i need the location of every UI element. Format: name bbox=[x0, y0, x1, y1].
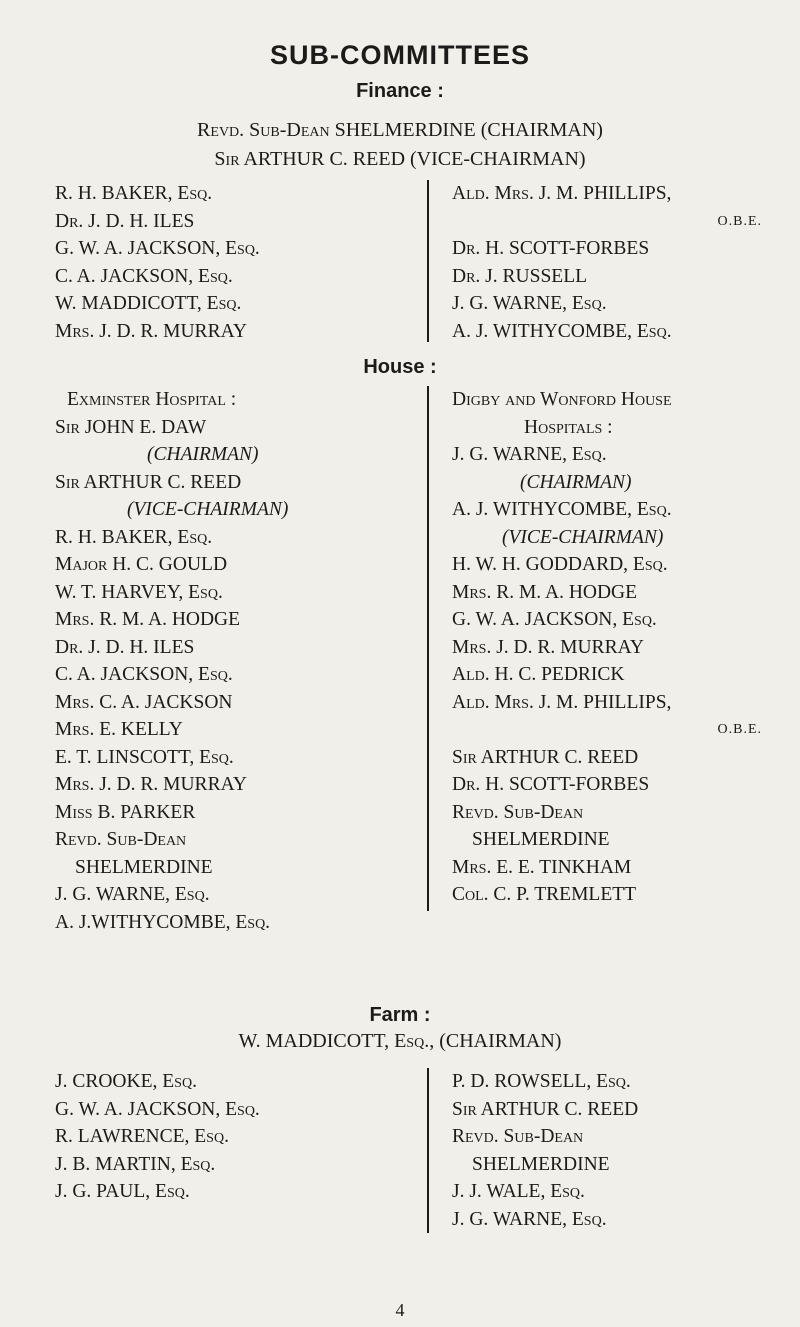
list-item: R. H. BAKER, Esq. bbox=[55, 183, 213, 204]
list-item: A. J. WITHYCOMBE, Esq. bbox=[452, 499, 672, 520]
list-item: Sir ARTHUR C. REED bbox=[55, 471, 242, 493]
list-item: Miss B. PARKER bbox=[55, 801, 196, 823]
list-item: A. J.WITHYCOMBE, Esq. bbox=[55, 911, 271, 933]
farm-heading: Farm : bbox=[369, 1004, 431, 1026]
list-item: Dr. J. RUSSELL bbox=[452, 265, 588, 287]
list-item: O.B.E. bbox=[717, 722, 762, 737]
digby-title-2: Hospitals : bbox=[524, 416, 613, 438]
column-divider bbox=[427, 386, 429, 911]
list-item: SHELMERDINE bbox=[472, 829, 610, 850]
list-item: SHELMERDINE bbox=[75, 856, 213, 878]
list-item: Major H. C. GOULD bbox=[55, 554, 228, 575]
list-item: Revd. Sub-Dean bbox=[452, 1126, 584, 1147]
list-item: W. T. HARVEY, Esq. bbox=[55, 581, 223, 603]
list-item: Mrs. J. D. R. MURRAY bbox=[55, 320, 247, 342]
list-item: Mrs. C. A. JACKSON bbox=[55, 691, 233, 713]
list-item: Mrs. E. E. TINKHAM bbox=[452, 856, 632, 878]
exminster-list bbox=[55, 386, 288, 936]
list-item: G. W. A. JACKSON, Esq. bbox=[55, 1098, 260, 1120]
list-item: A. J. WITHYCOMBE, Esq. bbox=[452, 320, 672, 342]
list-item: Ald. Mrs. J. M. PHILLIPS, bbox=[452, 183, 672, 204]
house-heading: House : bbox=[363, 356, 437, 378]
list-item: J. B. MARTIN, Esq. bbox=[55, 1153, 216, 1175]
list-item: Mrs. J. D. R. MURRAY bbox=[55, 774, 247, 795]
list-item: J. G. WARNE, Esq. bbox=[452, 293, 607, 314]
page-title: SUB-COMMITTEES bbox=[270, 40, 530, 70]
list-item: J. CROOKE, Esq. bbox=[55, 1071, 197, 1092]
list-item: G. W. A. JACKSON, Esq. bbox=[55, 238, 260, 259]
list-item: J. G. WARNE, Esq. bbox=[452, 1208, 607, 1230]
finance-right-list bbox=[452, 180, 762, 345]
list-item: Col. C. P. TREMLETT bbox=[452, 884, 637, 905]
list-item: J. G. PAUL, Esq. bbox=[55, 1181, 190, 1202]
list-item: J. G. WARNE, Esq. bbox=[452, 444, 607, 465]
list-item: (VICE-CHAIRMAN) bbox=[502, 526, 664, 548]
list-item: C. A. JACKSON, Esq. bbox=[55, 664, 233, 685]
list-item: W. MADDICOTT, Esq. bbox=[55, 293, 242, 314]
list-item: Dr. H. SCOTT-FORBES bbox=[452, 774, 650, 795]
list-item: Dr. J. D. H. ILES bbox=[55, 210, 195, 232]
list-item: Sir ARTHUR C. REED bbox=[452, 746, 639, 768]
list-item: (CHAIRMAN) bbox=[520, 471, 632, 493]
list-item: Mrs. R. M. A. HODGE bbox=[55, 609, 241, 630]
list-item: R. H. BAKER, Esq. bbox=[55, 526, 213, 548]
list-item: Ald. H. C. PEDRICK bbox=[452, 664, 625, 685]
list-item: Mrs. E. KELLY bbox=[55, 719, 183, 740]
list-item: Dr. J. D. H. ILES bbox=[55, 636, 195, 658]
list-item: E. T. LINSCOTT, Esq. bbox=[55, 746, 234, 768]
page-number: 4 bbox=[395, 1300, 405, 1320]
list-item: J. J. WALE, Esq. bbox=[452, 1181, 585, 1202]
list-item: Mrs. J. D. R. MURRAY bbox=[452, 636, 644, 658]
list-item: O.B.E. bbox=[717, 213, 762, 229]
column-divider bbox=[427, 180, 429, 342]
list-item: C. A. JACKSON, Esq. bbox=[55, 265, 233, 287]
list-item: (VICE-CHAIRMAN) bbox=[127, 499, 289, 520]
farm-chairman: W. MADDICOTT, Esq., (CHAIRMAN) bbox=[238, 1030, 562, 1052]
finance-vice-chairman: Sir ARTHUR C. REED (VICE-CHAIRMAN) bbox=[214, 148, 586, 170]
digby-wonford-list bbox=[452, 386, 762, 909]
column-divider bbox=[427, 1068, 429, 1233]
finance-chairman: Revd. Sub-Dean SHELMERDINE (CHAIRMAN) bbox=[197, 119, 603, 141]
list-item: Ald. Mrs. J. M. PHILLIPS, bbox=[452, 691, 672, 713]
exminster-title: Exminster Hospital : bbox=[67, 389, 237, 410]
digby-title: Digby and Wonford House bbox=[452, 389, 672, 410]
list-item: J. G. WARNE, Esq. bbox=[55, 884, 210, 905]
farm-left-list bbox=[55, 1068, 260, 1206]
list-item: P. D. ROWSELL, Esq. bbox=[452, 1071, 631, 1092]
finance-left-list bbox=[55, 180, 260, 345]
list-item: Revd. Sub-Dean bbox=[452, 801, 584, 823]
list-item: (CHAIRMAN) bbox=[147, 444, 259, 465]
list-item: Sir ARTHUR C. REED bbox=[452, 1098, 639, 1120]
list-item: G. W. A. JACKSON, Esq. bbox=[452, 609, 657, 630]
list-item: Dr. H. SCOTT-FORBES bbox=[452, 238, 650, 259]
list-item: Sir JOHN E. DAW bbox=[55, 416, 207, 438]
finance-heading: Finance : bbox=[356, 80, 444, 102]
list-item: SHELMERDINE bbox=[472, 1153, 610, 1175]
farm-right-list bbox=[452, 1068, 762, 1233]
list-item: H. W. H. GODDARD, Esq. bbox=[452, 554, 668, 575]
list-item: R. LAWRENCE, Esq. bbox=[55, 1126, 229, 1147]
list-item: Revd. Sub-Dean bbox=[55, 829, 187, 850]
list-item: Mrs. R. M. A. HODGE bbox=[452, 581, 638, 603]
